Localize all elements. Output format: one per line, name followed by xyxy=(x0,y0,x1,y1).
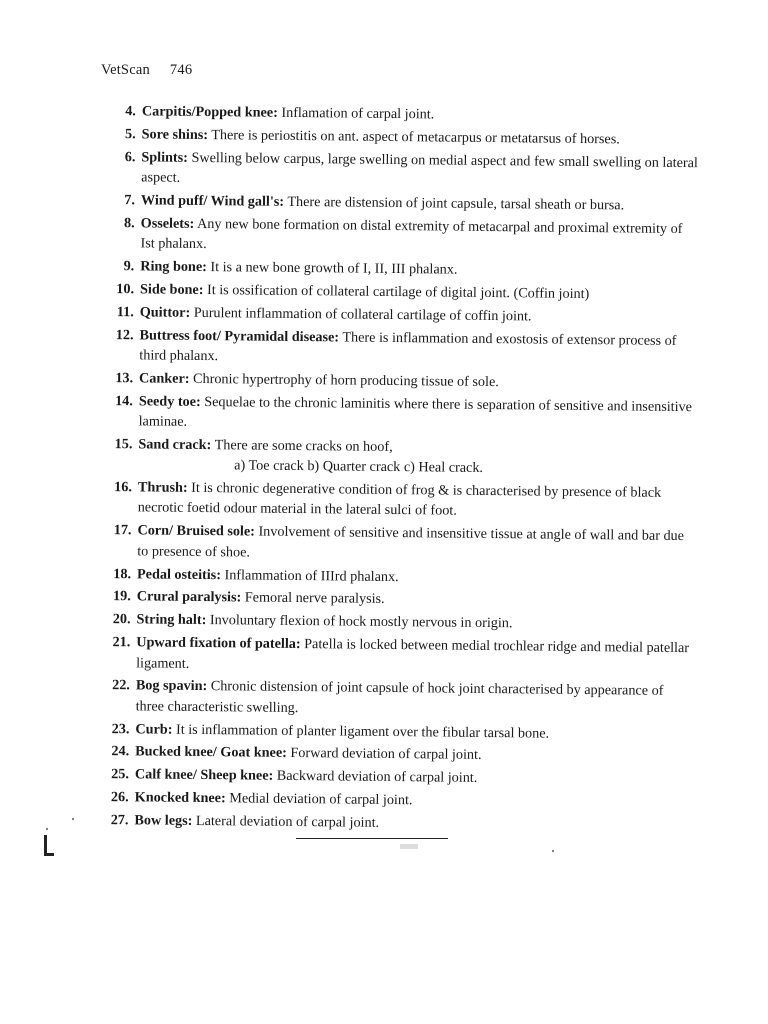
scan-margin-mark xyxy=(44,835,47,855)
entry-term: Osselets: xyxy=(140,215,195,232)
glossary-entry xyxy=(106,256,698,282)
entry-number: 16. xyxy=(114,479,133,496)
glossary-entry xyxy=(107,147,699,194)
glossary-entry xyxy=(107,190,699,216)
glossary-entry xyxy=(101,741,693,767)
entry-number: 8. xyxy=(123,215,135,232)
entry-term: Ring bone: xyxy=(140,258,207,276)
glossary-entry xyxy=(106,302,698,328)
entry-number: 20. xyxy=(112,611,131,628)
entry-description: There are some cracks on hoof, xyxy=(211,437,393,455)
entry-term: Bucked knee/ Goat knee: xyxy=(135,743,287,762)
entry-number: 15. xyxy=(114,436,133,453)
entry-description: Purulent inflammation of collateral cartilage of coffin joint. xyxy=(190,304,532,325)
entry-number: 22. xyxy=(112,677,130,694)
entry-number: 10. xyxy=(116,281,135,298)
entry-description: There are distension of joint capsule, tarsal sheath or bursa. xyxy=(283,193,625,214)
entry-term: Splints: xyxy=(141,149,189,166)
entry-description: It is inflammation of planter ligament over the fibular tarsal bone. xyxy=(172,721,550,742)
entry-term: Side bone: xyxy=(139,281,204,298)
entry-term: Corn/ Bruised sole: xyxy=(137,522,256,540)
entry-description: Involvement of sensitive and insensitive tissue at angle of wall and bar due to presence of shoe. xyxy=(137,523,685,561)
entry-term: Thrush: xyxy=(137,479,188,497)
scan-smudge xyxy=(400,844,418,849)
glossary-entry xyxy=(105,368,697,394)
entry-description: Involuntary flexion of hock mostly nervous in origin. xyxy=(206,612,513,632)
glossary-entry xyxy=(103,520,695,567)
entry-description: Backward deviation of carpal joint. xyxy=(273,768,478,787)
entry-number: 25. xyxy=(111,766,130,783)
entry-number: 23. xyxy=(111,720,130,737)
glossary-entry xyxy=(108,101,700,127)
scan-margin-mark-foot xyxy=(44,853,54,856)
entry-number: 12. xyxy=(115,326,134,343)
entry-description: Sequelae to the chronic laminitis where there is separation of sensitive and insensitive laminae. xyxy=(138,393,693,430)
entry-description: Any new bone formation on distal extremity of metacarpal and proximal extremity of Ist phalanx. xyxy=(140,215,683,253)
entry-number: 27. xyxy=(110,812,129,829)
entry-term: Calf knee/ Sheep knee: xyxy=(134,766,274,785)
entry-term: String halt: xyxy=(136,611,207,629)
glossary-entry xyxy=(105,325,697,372)
entry-term: Seedy toe: xyxy=(138,393,201,410)
entry-term: Curb: xyxy=(135,720,173,738)
glossary-entry xyxy=(100,810,692,836)
entry-number: 9. xyxy=(123,258,135,275)
entry-number: 18. xyxy=(113,565,132,582)
entry-description: It is a new bone growth of I, II, III phalanx. xyxy=(206,259,458,278)
entry-term: Carpitis/Popped knee: xyxy=(141,103,278,121)
scan-speck xyxy=(46,828,48,830)
entry-term: Upward fixation of patella: xyxy=(136,634,301,653)
glossary-entry xyxy=(101,764,693,790)
entry-description: Femoral nerve paralysis. xyxy=(241,589,385,608)
entry-number: 4. xyxy=(125,103,136,120)
entry-term: Bow legs: xyxy=(134,812,193,830)
entry-number: 17. xyxy=(113,522,132,539)
entry-number: 6. xyxy=(124,148,136,166)
glossary-entry xyxy=(108,124,700,150)
entry-description: Chronic hypertrophy of horn producing tissue of sole. xyxy=(189,370,499,391)
scan-speck xyxy=(552,850,554,852)
glossary-entry xyxy=(102,632,694,679)
scan-speck xyxy=(72,818,74,820)
entry-subline: a) Toe crack b) Quarter crack c) Heal crack. xyxy=(234,457,484,477)
entry-description: Medial deviation of carpal joint. xyxy=(225,790,413,809)
entry-number: 24. xyxy=(111,743,130,760)
entry-description: Inflamation of carpal joint. xyxy=(277,104,435,123)
glossary-entry xyxy=(104,434,696,481)
entry-number: 19. xyxy=(112,588,131,605)
entry-term: Canker: xyxy=(139,370,190,387)
entry-term: Pedal osteitis: xyxy=(136,565,222,583)
entry-number: 26. xyxy=(110,789,129,806)
entry-term: Knocked knee: xyxy=(134,789,226,807)
entry-description: Lateral deviation of carpal joint. xyxy=(192,813,380,832)
glossary-entry xyxy=(101,787,693,813)
glossary-entry xyxy=(103,586,695,612)
glossary-entry xyxy=(106,213,698,260)
entry-description: There is inflammation and exostosis of extensor process of third phalanx. xyxy=(139,329,677,365)
entry-term: Bog spavin: xyxy=(135,677,208,695)
glossary-entry xyxy=(103,564,695,590)
entry-term: Quittor: xyxy=(139,304,191,321)
glossary-entry xyxy=(102,609,694,635)
entry-number: 5. xyxy=(124,126,136,143)
entry-description: Swelling below carpus, large swelling on medial aspect and few small swelling on lateral aspect. xyxy=(141,149,698,186)
entry-number: 13. xyxy=(115,369,134,387)
entry-term: Wind puff/ Wind gall's: xyxy=(140,192,285,210)
entry-number: 11. xyxy=(116,303,134,321)
book-title: VetScan xyxy=(101,62,150,78)
glossary-entry xyxy=(101,719,693,745)
page-number: 746 xyxy=(169,62,193,78)
glossary-entry xyxy=(105,391,697,438)
entry-number: 21. xyxy=(112,634,131,651)
glossary-list xyxy=(100,101,700,839)
entry-term: Buttress foot/ Pyramidal disease: xyxy=(139,327,340,346)
entry-description: It is chronic degenerative condition of frog & is characterised by presence of black necrotic foetid odour material in the lateral sulci of foot. xyxy=(137,480,662,520)
glossary-entry xyxy=(104,477,696,524)
entry-description: Inflammation of IIIrd phalanx. xyxy=(220,566,399,585)
entry-number: 7. xyxy=(124,192,136,209)
entry-term: Sand crack: xyxy=(138,436,212,454)
glossary-entry xyxy=(106,279,698,305)
running-header xyxy=(101,62,192,79)
entry-description: Forward deviation of carpal joint. xyxy=(286,745,482,764)
entry-term: Crural paralysis: xyxy=(136,588,242,606)
entry-term: Sore shins: xyxy=(141,126,209,143)
entry-description: There is periostitis on ant. aspect of metacarpus or metatarsus of horses. xyxy=(207,126,620,148)
entry-number: 14. xyxy=(115,392,133,410)
entry-description: It is ossification of collateral cartilage of digital joint. (Coffin joint) xyxy=(203,281,590,302)
glossary-entry xyxy=(102,675,694,722)
end-rule xyxy=(296,838,448,839)
entry-description: Patella is locked between medial trochlear ridge and medial patellar ligament. xyxy=(136,636,690,672)
entry-description: Chronic distension of joint capsule of hock joint characterised by appearance of three characteristic swelling. xyxy=(135,678,664,716)
